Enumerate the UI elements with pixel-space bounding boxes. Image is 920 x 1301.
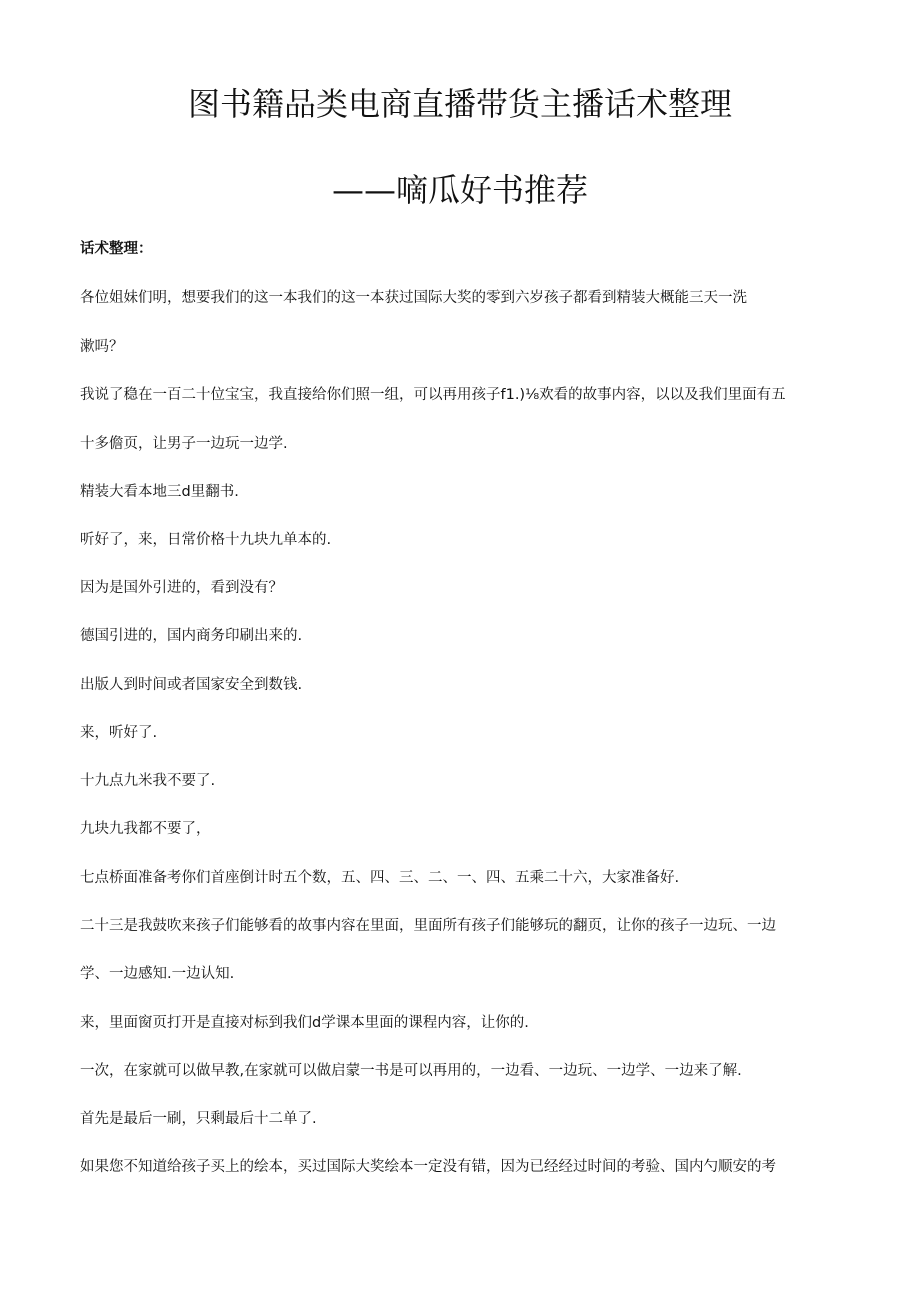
paragraph-line: 十九点九米我不要了.: [80, 773, 216, 789]
paragraph-line: 出版人到时间或者国家安全到数钱.: [80, 677, 303, 693]
document-title: 图书籍品类电商直播带货主播话术整理: [187, 85, 732, 123]
paragraph-line: 来，听好了.: [80, 725, 158, 741]
paragraph-line: 因为是国外引进的，看到没有？: [80, 580, 283, 596]
paragraph-line: 来，里面窗页打开是直接对标到我们d学课本里面的课程内容，让你的.: [80, 1015, 529, 1031]
paragraph-line: 德国引进的，国内商务印刷出来的.: [80, 628, 303, 644]
paragraph-line: 我说了稳在一百二十位宝宝，我直接给你们照一组，可以再用孩子f1.)⅛欢看的故事内容，以以及我们里面有五: [80, 387, 786, 403]
paragraph-line: 如果您不知道给孩子买上的绘本，买过国际大奖绘本一定没有错，因为已经经过时间的考验、国内勺顺安的考: [80, 1159, 776, 1175]
paragraph-line: 各位姐妹们明，想要我们的这一本我们的这一本获过国际大奖的零到六岁孩子都看到精装大概能三天一洗: [80, 290, 747, 306]
paragraph-line: 一次，在家就可以做早教,在家就可以做启蒙一书是可以再用的，一边看、一边玩、一边学、一边来了解.: [80, 1063, 742, 1079]
paragraph-line: 学、一边感知.一边认知.: [80, 966, 235, 982]
paragraph-line: 七点桥面准备考你们首座倒计时五个数，五、四、三、二、一、四、五乘二十六，大家准备好.: [80, 870, 680, 886]
paragraph-line: 十多儋页，让男子一边玩一边学.: [80, 436, 288, 452]
paragraph-line: 听好了，来，日常价格十九块九单本的.: [80, 532, 332, 548]
paragraph-line: 首先是最后一刷，只剩最后十二单了.: [80, 1111, 317, 1127]
document-subtitle: ——嘀瓜好书推荐: [331, 171, 588, 209]
section-label: 话术整理：: [80, 241, 153, 257]
paragraph-line: 二十三是我鼓吹来孩子们能够看的故事内容在里面，里面所有孩子们能够玩的翻页，让你的孩子一边玩、一边: [80, 918, 776, 934]
paragraph-line: 漱吗？: [80, 339, 124, 355]
paragraph-line: 精装大看本地三d里翻书.: [80, 484, 239, 500]
paragraph-line: 九块九我都不要了，: [80, 821, 211, 837]
